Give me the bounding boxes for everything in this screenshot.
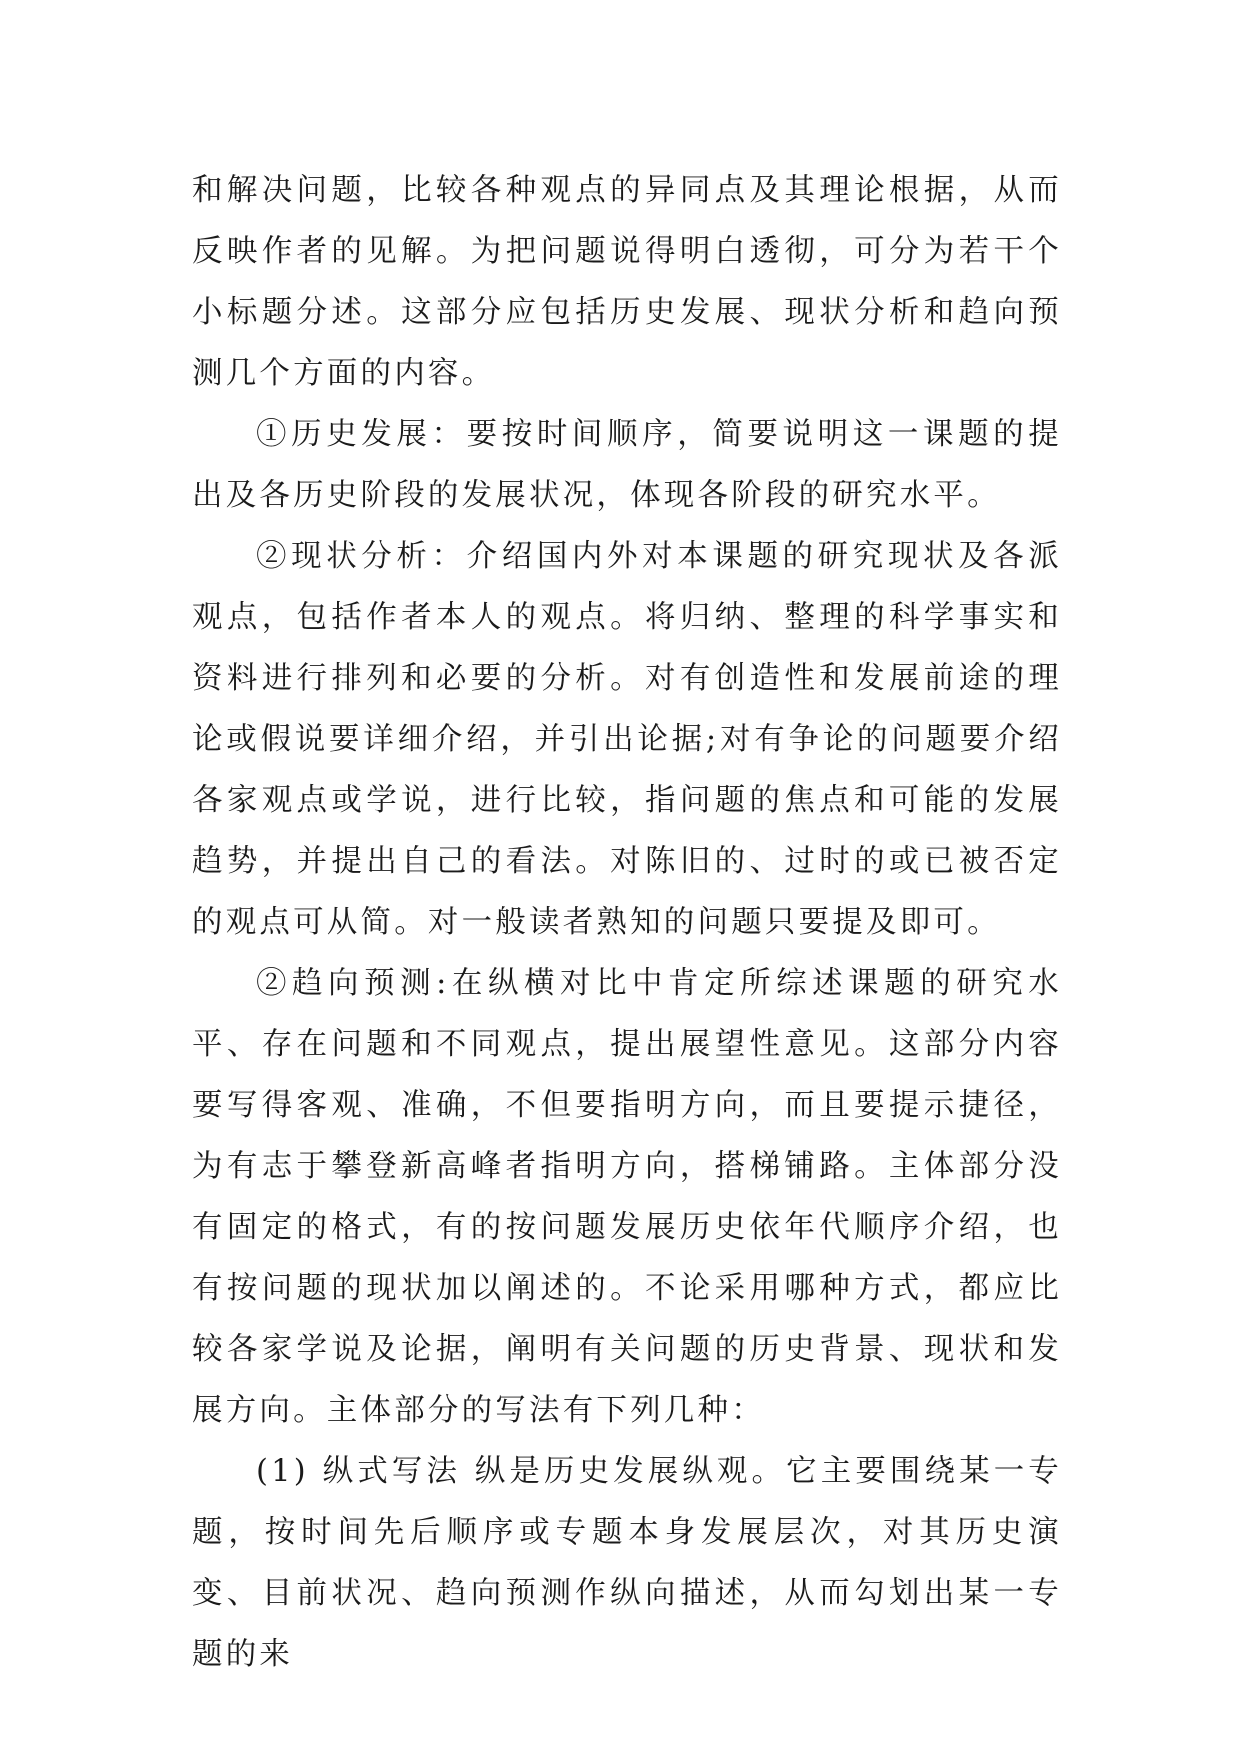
paragraph-continuation: 和解决问题，比较各种观点的异同点及其理论根据，从而反映作者的见解。为把问题说得明白透彻，可分为若干个小标题分述。这部分应包括历史发展、现状分析和趋向预测几个方面的内容。 <box>192 173 1062 391</box>
paragraph-vertical-writing: (1) 纵式写法 纵是历史发展纵观。它主要围绕某一专题，按时间先后顺序或专题本身发展层次，对其历史演变、目前状况、趋向预测作纵向描述，从而勾划出某一专题的来 <box>192 1454 1062 1672</box>
body-text <box>192 160 1062 1685</box>
paragraph-current-analysis: ②现状分析：介绍国内外对本课题的研究现状及各派观点，包括作者本人的观点。将归纳、整理的科学事实和资料进行排列和必要的分析。对有创造性和发展前途的理论或假说要详细介绍，并引出论据;对有争论的问题要介绍各家观点或学说，进行比较，指问题的焦点和可能的发展趋势，并提出自己的看法。对陈旧的、过时的或已被否定的观点可从简。对一般读者熟知的问题只要提及即可。 <box>192 539 1062 940</box>
paragraph-historical-development: ①历史发展：要按时间顺序，简要说明这一课题的提出及各历史阶段的发展状况，体现各阶段的研究水平。 <box>192 417 1062 513</box>
paragraph-trend-forecast: ②趋向预测:在纵横对比中肯定所综述课题的研究水平、存在问题和不同观点，提出展望性意见。这部分内容要写得客观、准确，不但要指明方向，而且要提示捷径，为有志于攀登新高峰者指明方向，搭梯铺路。主体部分没有固定的格式，有的按问题发展历史依年代顺序介绍，也有按问题的现状加以阐述的。不论采用哪种方式，都应比较各家学说及论据，阐明有关问题的历史背景、现状和发展方向。主体部分的写法有下列几种： <box>192 966 1062 1428</box>
